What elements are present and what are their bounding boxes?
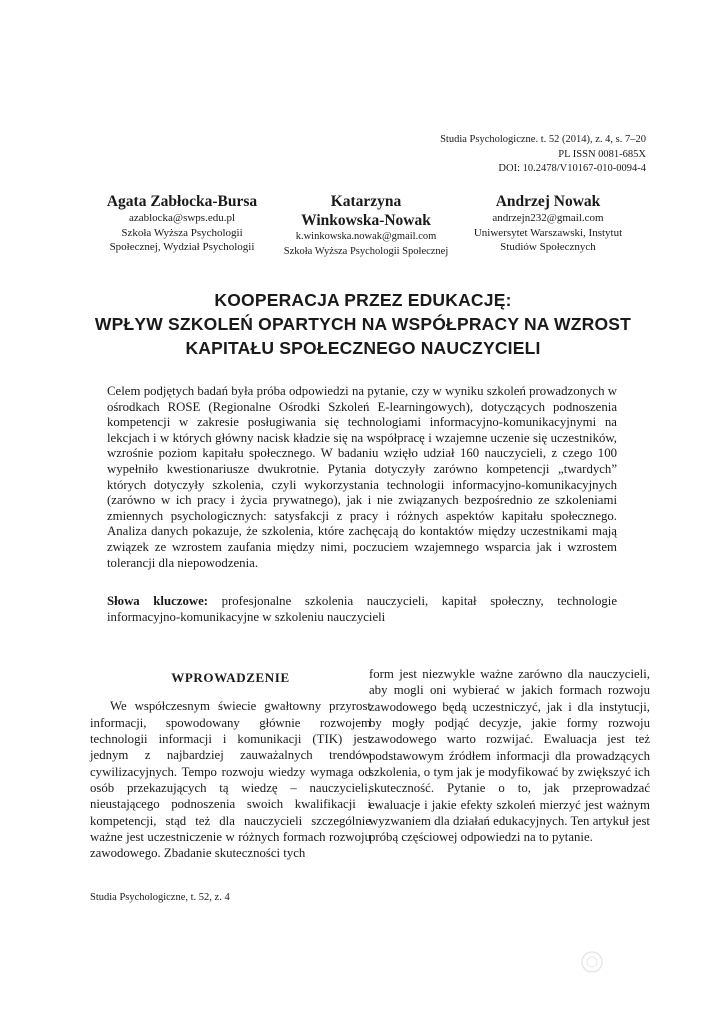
author-name: Katarzyna bbox=[330, 193, 402, 210]
body-paragraph: We współczesnym świecie gwałtowny przyrost informacji, spowodowany głównie rozwojem technologii informacji i komunikacji (TIK) jest jednym z najbardziej zauważalnych trendów cywilizacyjnych. Tempo rozwoju wiedzy wymaga od osób przekazujących tą wiedzę – nauczycieli, nieustającego podnoszenia swoich kwalifikacji i kompetencji, stąd też dla nauczycieli szczególnie ważne jest uczestniczenie w różnych formach rozwoju zawodowego. Zbadanie skuteczności tych bbox=[90, 699, 371, 861]
author-block-3 bbox=[452, 192, 644, 255]
keywords-text: profesjonalne szkolenia nauczycieli, kapitał społeczny, technologie informacyjno-komunikacyjne w szkoleniu nauczycieli bbox=[107, 594, 618, 624]
author-affiliation: Szkoła Wyższa Psychologii Społecznej bbox=[283, 245, 449, 257]
author-email[interactable]: andrzejn232@gmail.com bbox=[492, 212, 604, 224]
author-affiliation: Uniwersytet Warszawski, Instytut bbox=[473, 226, 623, 239]
author-block-1 bbox=[88, 192, 276, 255]
abstract: Celem podjętych badań była próba odpowiedzi na pytanie, czy w wyniku szkoleń prowadzonych w ośrodkach ROSE (Regionalne Ośrodki Szkoleń E-learningowych), dotyczących podnoszenia kompetencji w zakresie posługiwania się technologiami informacyjno-komunikacyjnymi na lekcjach i w których główny nacisk kładzie się na współpracę i wzajemne uczenie się uczestników, wzrośnie poziom kapitału społecznego. W badaniu wzięło udział 160 nauczycieli, z czego 100 wypełniło kwestionariusze dwukrotnie. Pytania dotyczyły zarówno kompetencji „twardych” których dotyczyły szkolenia, czyli wykorzystania technologii informacyjno-komunikacyjnych (zarówno w ich pracy i życia prywatnego), jak i nie związanych bezpośrednio ze szkoleniami zmiennych psychologicznych: satysfakcji z pracy i różnych aspektów kapitału społecznego. Analiza danych pokazuje, że szkolenia, które zachęcają do kontaktów między uczestnikami mają związek ze wzrostem zaufania między nimi, poczuciem wzajemnego wsparcia jak i wzrostem tolerancji dla niepowodzenia. bbox=[107, 384, 617, 570]
issn: PL ISSN 0081-685X bbox=[558, 148, 646, 160]
author-affiliation: Szkoła Wyższa Psychologii bbox=[121, 226, 243, 239]
paper-title bbox=[80, 288, 646, 360]
keywords-label: Słowa kluczowe: bbox=[107, 594, 209, 608]
author-affiliation: Społecznej, Wydział Psychologii bbox=[109, 241, 255, 253]
journal-metadata bbox=[326, 133, 646, 177]
title-line: WPŁYW SZKOLEŃ OPARTYCH NA WSPÓŁPRACY NA WZROST bbox=[94, 314, 632, 334]
title-line: KAPITAŁU SPOŁECZNEGO NAUCZYCIELI bbox=[185, 338, 541, 358]
author-block-2 bbox=[272, 192, 460, 259]
watermark-icon bbox=[580, 950, 604, 974]
keywords bbox=[107, 594, 617, 625]
body-column-left bbox=[90, 662, 371, 862]
author-name: Agata Zabłocka-Bursa bbox=[106, 193, 258, 210]
author-email[interactable]: k.winkowska.nowak@gmail.com bbox=[295, 231, 437, 242]
author-name: Andrzej Nowak bbox=[495, 193, 601, 210]
section-heading: WPROWADZENIE bbox=[171, 670, 290, 685]
page-footer: Studia Psychologiczne, t. 52, z. 4 bbox=[90, 892, 230, 903]
body-paragraph: form jest niezwykle ważne zarówno dla nauczycieli, aby mogli oni wybierać w jakich formach rozwoju zawodowego będą uczestniczyć, jak i dla instytucji, by mogły podjąć decyzje, jakie formy rozwoju zawodowego warto rozwijać. Ewaluacja jest też podstawowym źródłem informacji dla prowadzących szkolenia, o tym jak je modyfikować by zwiększyć ich skuteczność. Pytanie o to, jak przeprowadzać ewaluacje i jakie efekty szkoleń mierzyć jest ważnym wyzwaniem dla działań edukacyjnych. Ten artykuł jest próbą częściowej odpowiedzi na to pytanie. bbox=[369, 667, 650, 845]
author-name: Winkowska-Nowak bbox=[301, 212, 431, 229]
doi: DOI: 10.2478/V10167-010-0094-4 bbox=[498, 163, 646, 174]
title-line: KOOPERACJA PRZEZ EDUKACJĘ: bbox=[214, 290, 512, 310]
author-email[interactable]: azablocka@swps.edu.pl bbox=[128, 212, 236, 224]
author-affiliation: Studiów Społecznych bbox=[500, 241, 596, 253]
body-column-right bbox=[369, 666, 650, 846]
journal-citation: Studia Psychologiczne. t. 52 (2014), z. 4, s. 7–20 bbox=[440, 134, 646, 145]
